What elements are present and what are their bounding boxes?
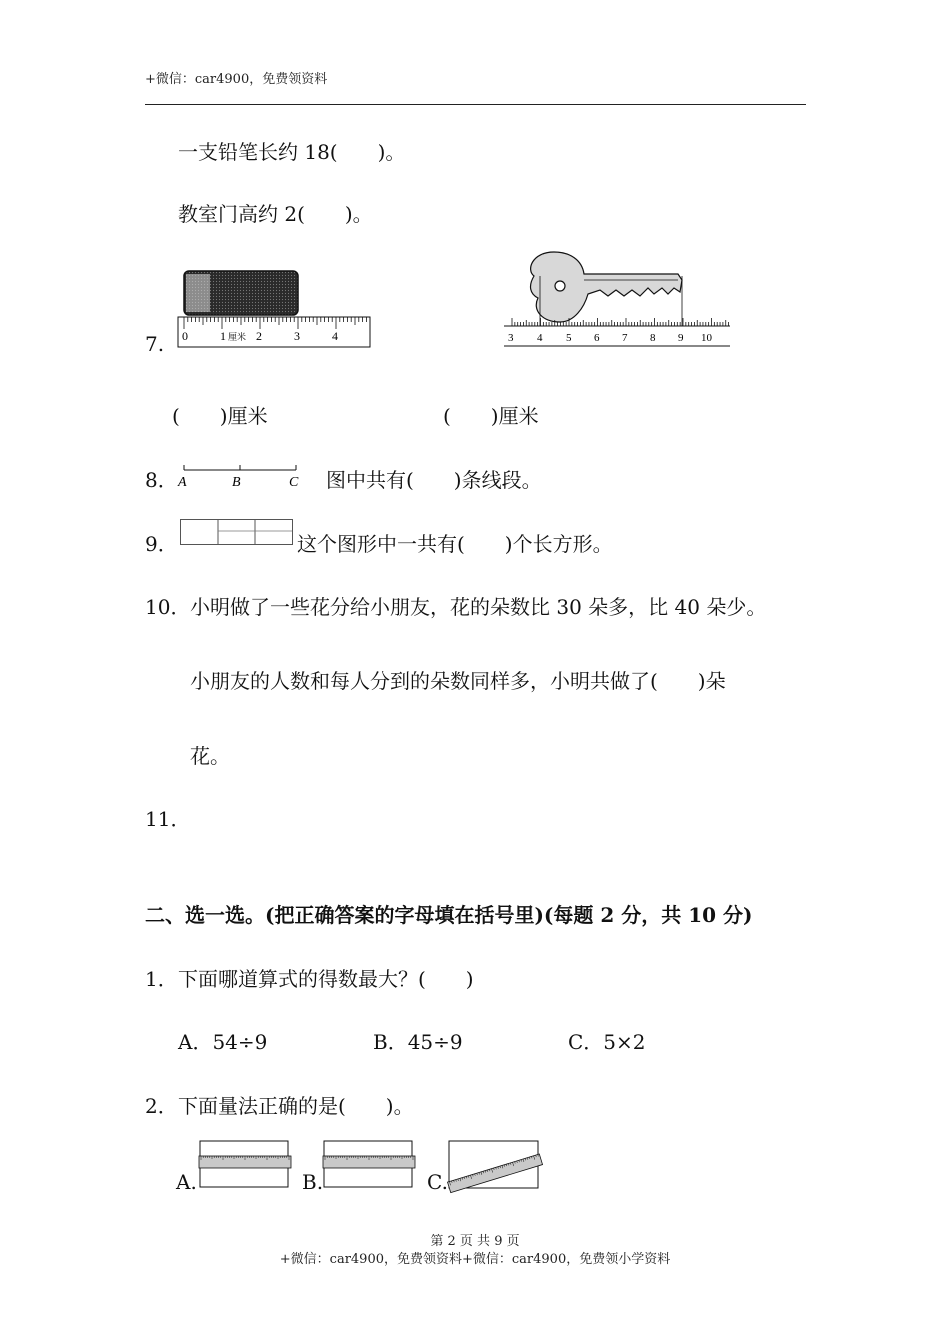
ruler-label-6: 6 [594, 332, 600, 344]
section-2-question-1-text: 下面哪道算式的得数最大？( ) [178, 967, 474, 991]
question-pencil: 一支铅笔长约 18( )。 [178, 140, 406, 164]
measure-option-c-label: C. [427, 1170, 448, 1194]
question-9-number: 9． [145, 532, 178, 556]
ruler-label-2: 2 [256, 329, 262, 343]
ruler-label-7: 7 [622, 332, 628, 344]
ruler-label-3: 3 [294, 329, 300, 343]
ruler-label-4: 4 [332, 329, 338, 343]
page-header: +微信：car4900，免费领资料 [145, 72, 328, 87]
key-icon [531, 252, 682, 322]
ruler-label-9: 9 [678, 332, 684, 344]
section-2-title: 二、选一选。(把正确答案的字母填在括号里)(每题 2 分，共 10 分) [145, 903, 753, 927]
section-2-question-2-number: 2． [145, 1094, 178, 1118]
measure-option-b-label: B. [302, 1170, 324, 1194]
segment-abc-figure [176, 462, 306, 492]
key-ruler-figure [502, 246, 732, 350]
question-7-answer-right: ( )厘米 [443, 404, 539, 428]
question-10-line-3: 花。 [190, 744, 230, 768]
question-8-text: 图中共有( )条线段。 [326, 468, 542, 492]
measure-option-c-figure [448, 1140, 540, 1190]
question-10-line-1: 小明做了一些花分给小朋友，花的朵数比 30 朵多，比 40 朵少。 [190, 595, 767, 619]
measure-option-a-figure [199, 1140, 291, 1190]
question-10-number: 10． [145, 595, 191, 619]
question-10-line-2: 小朋友的人数和每人分到的朵数同样多，小明共做了( )朵 [190, 669, 726, 693]
page-footer: +微信：car4900，免费领资料+微信：car4900，免费领小学资料 [279, 1252, 671, 1267]
ruler-label-4: 4 [537, 332, 543, 344]
option-a: A．54÷9 [178, 1030, 268, 1054]
question-7-number: 7. [145, 332, 165, 356]
point-b-label: B [232, 475, 241, 490]
question-7-answer-left: ( )厘米 [172, 404, 268, 428]
question-door: 教室门高约 2( )。 [178, 202, 373, 226]
ruler-label-5: 5 [566, 332, 572, 344]
point-a-label: A [178, 475, 187, 490]
ruler-label-unit: 厘米 [228, 332, 247, 342]
section-2-question-1-number: 1． [145, 967, 178, 991]
point-c-label: C [289, 475, 299, 490]
page-number: 第 2 页 共 9 页 [430, 1234, 520, 1249]
question-9-text: 这个图形中一共有( )个长方形。 [297, 532, 613, 556]
eraser-ruler-figure [176, 268, 372, 350]
ruler-label-8: 8 [650, 332, 656, 344]
option-c: C．5×2 [568, 1030, 646, 1054]
measure-option-b-figure [323, 1140, 415, 1190]
ruler-label-3: 3 [508, 332, 514, 344]
ruler-label-10: 10 [701, 332, 712, 344]
ruler-label-0: 0 [182, 329, 188, 343]
header-divider [145, 104, 806, 105]
rectangle-grid-figure [180, 519, 294, 547]
question-8-number: 8． [145, 468, 178, 492]
question-11-number: 11． [145, 807, 191, 831]
eraser-icon [184, 271, 298, 315]
measure-option-a-label: A. [176, 1170, 197, 1194]
option-b: B．45÷9 [373, 1030, 463, 1054]
section-2-question-2-text: 下面量法正确的是( )。 [178, 1094, 414, 1118]
ruler-label-1: 1 [220, 329, 226, 343]
